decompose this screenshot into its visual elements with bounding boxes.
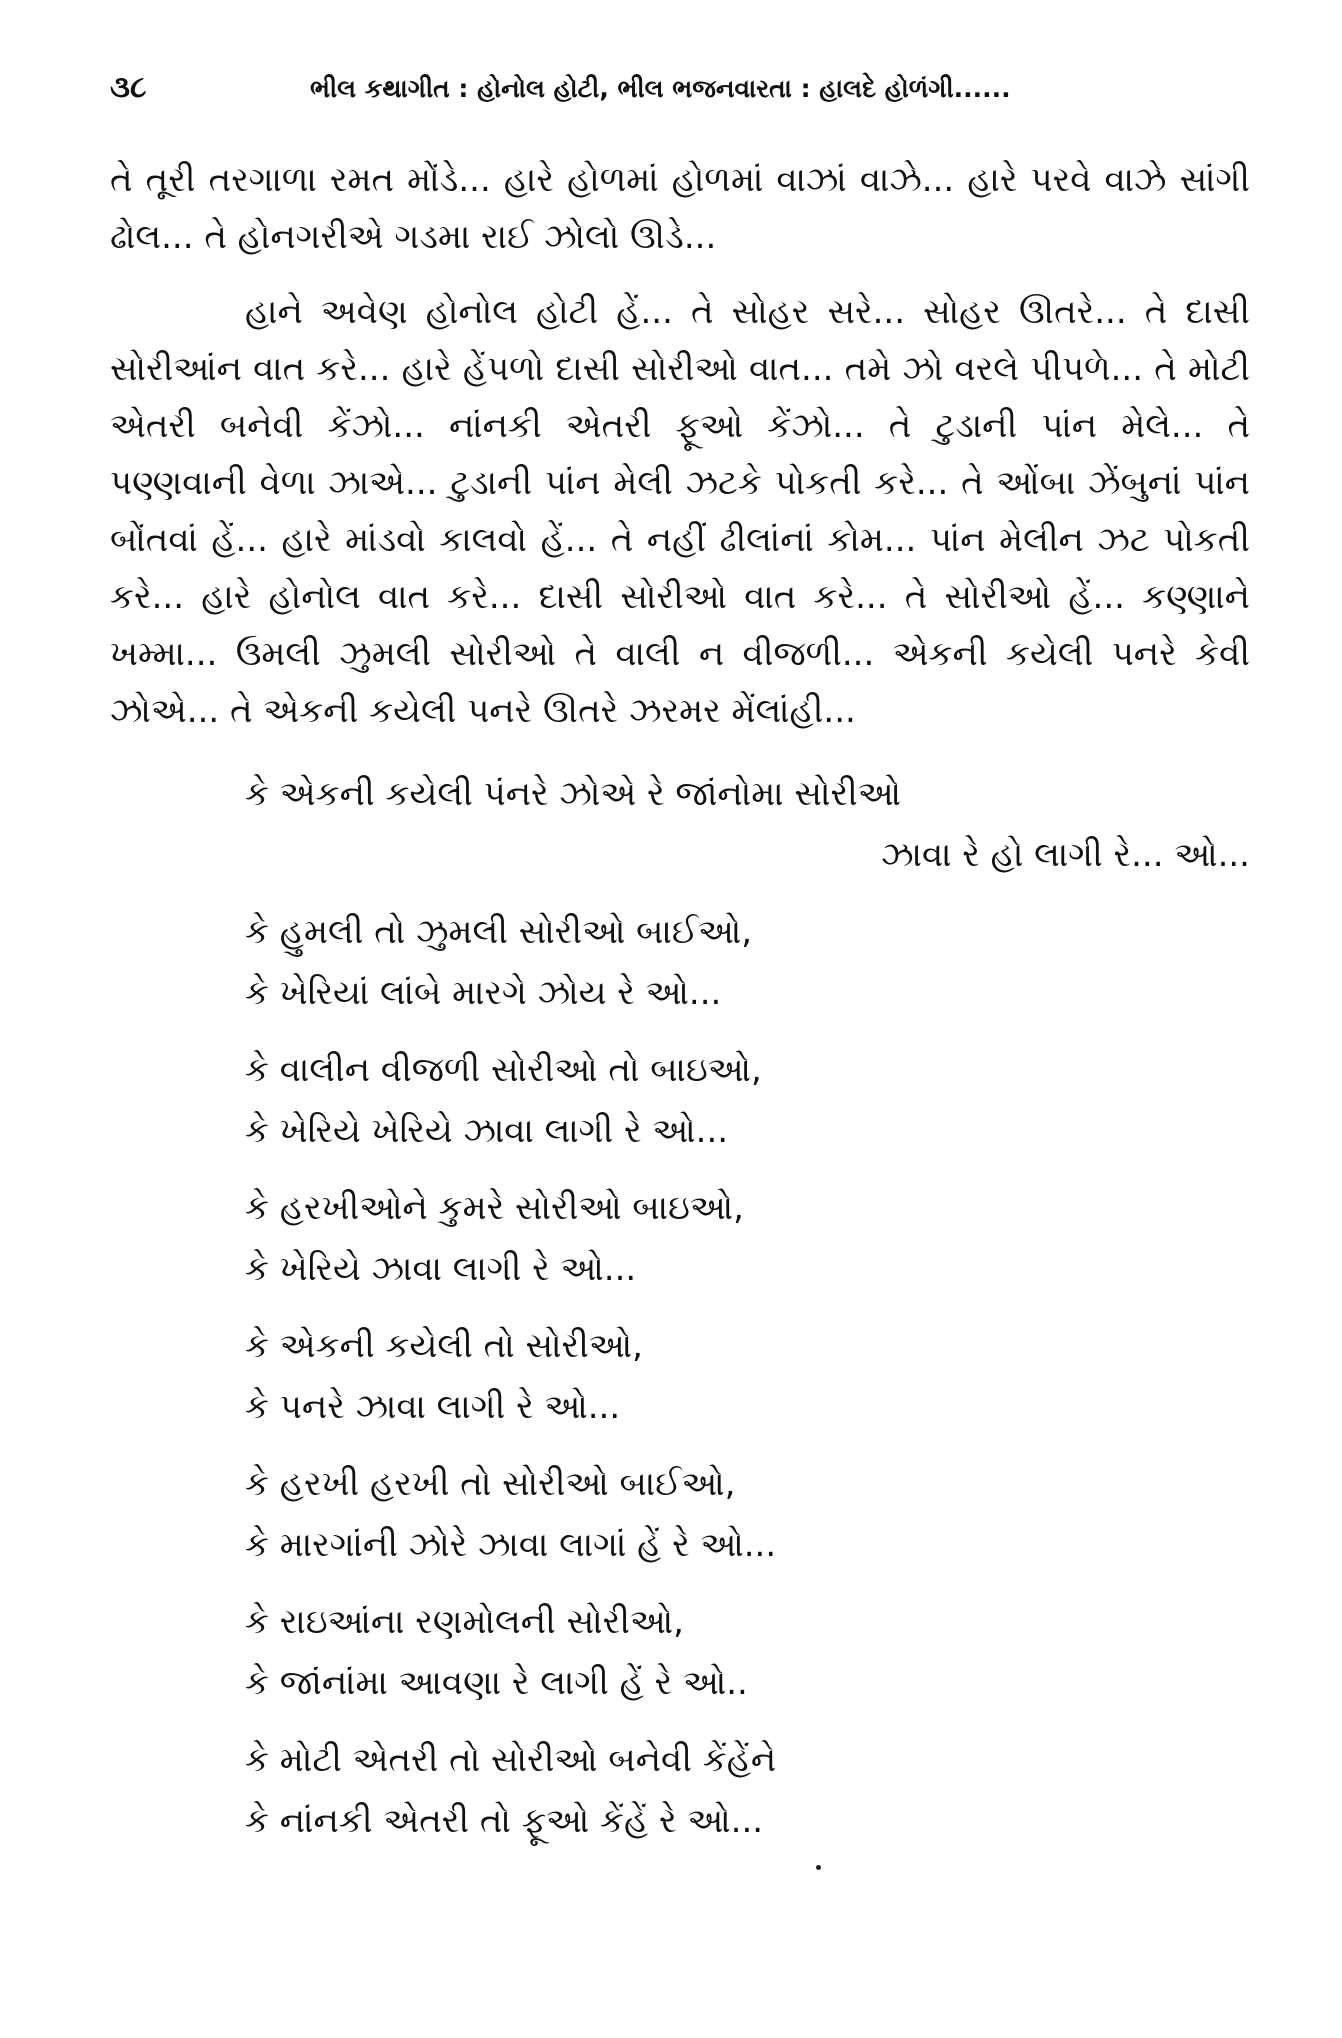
stanza — [245, 1592, 1250, 1714]
stray-ink-dot — [816, 1865, 821, 1870]
verse-line: કે વાલીન વીજળી સોરીઓ તો બાઇઓ, — [245, 1050, 762, 1090]
verse-line: કે નાંનકી એતરી તો ફૂઓ કેંહેં રે ઓ... — [245, 1801, 764, 1841]
page-header — [110, 70, 1250, 130]
stanza — [245, 764, 1250, 886]
verse-line: કે રાઇઆંના રણમોલની સોરીઓ, — [245, 1602, 684, 1642]
verse-line: કે મારગાંની ઝોરે ઝાવા લાગાં હેં રે ઓ... — [245, 1525, 777, 1565]
stanza — [245, 1040, 1250, 1162]
verse-line: કે એકની કયેલી પંનરે ઝોએ રે જાંનોમા સોરીઓ — [245, 774, 901, 814]
page-number: ૩૮ — [110, 70, 147, 105]
verse-line: કે હુમલી તો ઝુમલી સોરીઓ બાઈઓ, — [245, 912, 753, 952]
stanza — [245, 902, 1250, 1024]
paragraph: તે તૂરી તરગાળા રમત મોંડે... હારે હોળમાં હોળમાં વાઝાં વાઝે... હારે પરવે વાઝે સાંગી ઢોલ... તે હોનગરીએ ગડમા રાઈ ઝોલો ઊડે... — [110, 160, 1250, 257]
verse-line: ઝાવા રે હો લાગી રે... ઓ... — [881, 835, 1250, 875]
running-head: ભીલ કથાગીત : હોનોલ હોટી, ભીલ ભજનવારતા : હાલદે હોળંગી...... — [310, 74, 1011, 103]
verse-line: કે પનરે ઝાવા લાગી રે ઓ... — [245, 1387, 621, 1427]
verse-line: કે હરખીઓને કુમરે સોરીઓ બાઇઓ, — [245, 1188, 744, 1228]
verse-line: કે હરખી હરખી તો સોરીઓ બાઈઓ, — [245, 1464, 736, 1504]
verse-line: કે ખેરિયે ઝાવા લાગી રે ઓ... — [245, 1249, 637, 1289]
prose-section — [110, 152, 1250, 740]
paragraph: હાને અવેણ હોનોલ હોટી હેં... તે સોહર સરે... સોહર ઊતરે... તે દાસી સોરીઆંન વાત કરે... હારે હેંપળો દાસી સોરીઓ વાત... તમે ઝો વરલે પીપળે... તે મોટી એતરી બનેવી કેંઝો... નાંનકી એતરી ફૂઓ કેંઝો... તે ટુડાની પાંન મેલે... તે પણ્ણવાની વેળા ઝાએ... ટુડાની પાંન મેલી ઝટકે પોકતી કરે... તે ઓંબા ઝેંબુનાં પાંન બોંતવાં હેં... હારે માંડવો કાલવો હેં... તે નહીં ઢીલાંનાં કોમ... પાંન મેલીન ઝટ પોકતી કરે... હારે હોનોલ વાત કરે... દાસી સોરીઓ વાત કરે... તે સોરીઓ હેં... કણ્ણાને ખમ્મા... ઉમલી ઝુમલી સોરીઓ તે વાલી ન વીજળી... એકની કયેલી પનરે કેવી ઝોએ... તે એકની કયેલી પનરે ઊતરે ઝરમર મેંલાંહી... — [110, 292, 1250, 731]
verse-line: કે એકની કયેલી તો સોરીઓ, — [245, 1326, 643, 1366]
book-page — [110, 70, 1250, 1868]
stanza — [245, 1454, 1250, 1576]
verse-line: કે ખેરિયે ખેરિયે ઝાવા લાગી રે ઓ... — [245, 1111, 729, 1151]
stanza — [245, 1178, 1250, 1300]
stanza — [245, 1316, 1250, 1438]
verse-line: કે મોટી એતરી તો સોરીઓ બનેવી કેંહેંને — [245, 1740, 777, 1780]
song-verses — [245, 764, 1250, 1852]
verse-line: કે ખેરિયાં લાંબે મારગે ઝોય રે ઓ... — [245, 973, 722, 1013]
verse-line: કે જાંનાંમા આવણા રે લાગી હેં રે ઓ.. — [245, 1663, 748, 1703]
stanza — [245, 1730, 1250, 1852]
